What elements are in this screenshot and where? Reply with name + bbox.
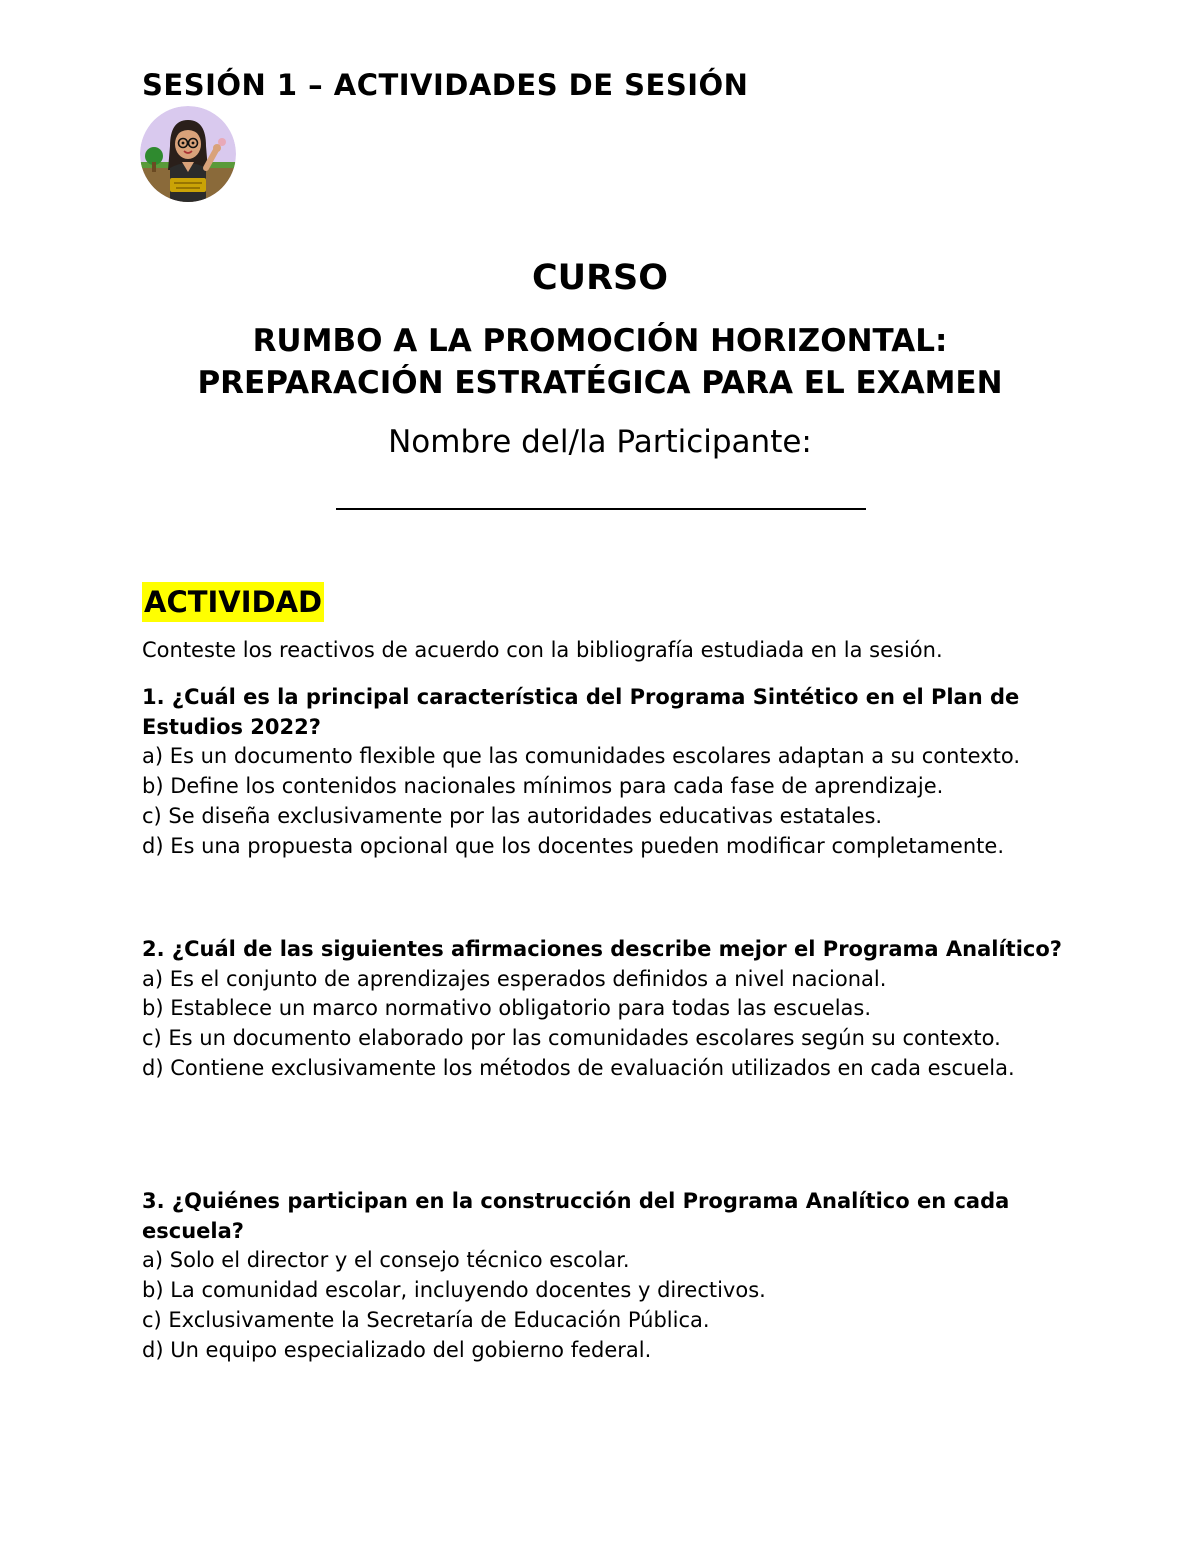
option-d: d) Contiene exclusivamente los métodos de evaluación utilizados en cada escuela.	[142, 1055, 1015, 1080]
activity-instructions: Conteste los reactivos de acuerdo con la bibliografía estudiada en la sesión.	[142, 638, 943, 662]
option-a: a) Solo el director y el consejo técnico escolar.	[142, 1248, 630, 1273]
question-text: 1. ¿Cuál es la principal característica del Programa Sintético en el Plan de Estudios 2022?	[142, 685, 1020, 739]
option-c: c) Es un documento elaborado por las comunidades escolares según su contexto.	[142, 1026, 1001, 1051]
participant-name-line	[336, 508, 866, 510]
option-a: a) Es el conjunto de aprendizajes esperados definidos a nivel nacional.	[142, 966, 887, 991]
question-text: 3. ¿Quiénes participan en la construcción del Programa Analítico en cada escuela?	[142, 1189, 1010, 1243]
option-c: c) Se diseña exclusivamente por las autoridades educativas estatales.	[142, 803, 883, 828]
session-title: SESIÓN 1 – ACTIVIDADES DE SESIÓN	[142, 68, 749, 102]
teacher-avatar-icon	[140, 106, 236, 202]
option-d: d) Un equipo especializado del gobierno federal.	[142, 1337, 652, 1362]
activity-heading: ACTIVIDAD	[142, 582, 324, 622]
option-a: a) Es un documento flexible que las comunidades escolares adaptan a su contexto.	[142, 744, 1021, 769]
question-1	[142, 683, 1062, 861]
course-label: CURSO	[531, 258, 669, 298]
question-text: 2. ¿Cuál de las siguientes afirmaciones describe mejor el Programa Analítico?	[142, 937, 1062, 961]
option-d: d) Es una propuesta opcional que los docentes pueden modificar completamente.	[142, 833, 1004, 858]
option-b: b) Establece un marco normativo obligatorio para todas las escuelas.	[142, 996, 872, 1021]
course-title-line-2: PREPARACIÓN ESTRATÉGICA PARA EL EXAMEN	[197, 365, 1003, 401]
participant-name-label: Nombre del/la Participante:	[388, 424, 812, 460]
question-3	[142, 1187, 1062, 1365]
course-title-line-1: RUMBO A LA PROMOCIÓN HORIZONTAL:	[252, 323, 948, 359]
option-b: b) La comunidad escolar, incluyendo docentes y directivos.	[142, 1278, 766, 1303]
option-c: c) Exclusivamente la Secretaría de Educación Pública.	[142, 1307, 710, 1332]
course-title	[0, 320, 1200, 404]
question-2	[142, 935, 1062, 1084]
option-b: b) Define los contenidos nacionales mínimos para cada fase de aprendizaje.	[142, 774, 944, 799]
